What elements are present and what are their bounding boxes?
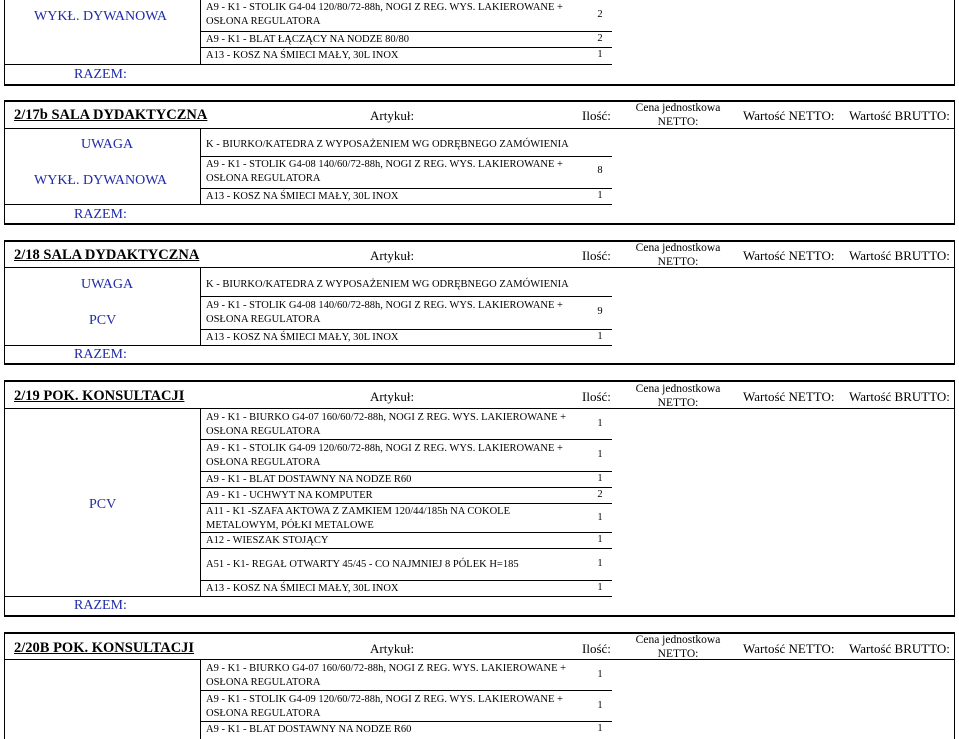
header-cena-line1: Cena jednostkowa (635, 383, 721, 395)
header-ilosc: Ilość: (582, 389, 611, 404)
header-artykul: Artykuł: (370, 248, 415, 263)
item-name: A51 - K1- REGAŁ OTWARTY 45/45 - CO NAJMNIEJ 8 PÓLEK H=185 (206, 559, 519, 570)
item-name-line2: OSŁONA REGULATORA (206, 457, 321, 468)
header-wartosc-brutto: Wartość BRUTTO: (849, 641, 950, 656)
item-name: A13 - KOSZ NA ŚMIECI MAŁY, 30L INOX (206, 583, 399, 594)
item-qty: 2 (597, 33, 603, 44)
header-cena (630, 101, 726, 129)
item-name: A13 - KOSZ NA ŚMIECI MAŁY, 30L INOX (206, 50, 399, 61)
item-name: A13 - KOSZ NA ŚMIECI MAŁY, 30L INOX (206, 191, 399, 202)
item-name: A9 - K1 - STOLIK G4-08 140/60/72-88h, NOGI Z REG. WYS. LAKIEROWANE + (206, 159, 563, 170)
item-qty: 1 (597, 512, 603, 523)
item-name: A9 - K1 - BIURKO G4-07 160/60/72-88h, NOGI Z REG. WYS. LAKIEROWANE + (206, 412, 567, 423)
item-name: A9 - K1 - BLAT DOSTAWNY NA NODZE R60 (206, 474, 412, 485)
header-wartosc-brutto: Wartość BRUTTO: (849, 389, 950, 404)
item-name-line2: OSŁONA REGULATORA (206, 16, 321, 27)
section-title: 2/17b SALA DYDAKTYCZNA (14, 107, 208, 123)
item-name: A9 - K1 - BLAT ŁĄCZĄCY NA NODZE 80/80 (206, 34, 409, 45)
item-qty: 1 (597, 449, 603, 460)
item-name-line2: OSŁONA REGULATORA (206, 314, 321, 325)
section-title: 2/19 POK. KONSULTACJI (14, 388, 185, 404)
item-qty: 1 (597, 331, 603, 342)
note-text: K - BIURKO/KATEDRA Z WYPOSAŻENIEM WG ODRĘBNEGO ZAMÓWIENIA (206, 139, 569, 150)
header-artykul: Artykuł: (370, 641, 415, 656)
item-qty: 1 (597, 669, 603, 680)
header-wartosc-netto: Wartość NETTO: (743, 248, 835, 263)
header-cena-line2: NETTO: (657, 116, 699, 128)
item-name: A9 - K1 - STOLIK G4-09 120/60/72-88h, NOGI Z REG. WYS. LAKIEROWANE + (206, 694, 563, 705)
header-ilosc: Ilość: (582, 248, 611, 263)
uwaga-label: UWAGA (81, 137, 134, 152)
razem-label: RAZEM: (74, 207, 127, 222)
razem-label: RAZEM: (74, 598, 127, 613)
header-cena-line2: NETTO: (657, 648, 699, 660)
item-name: A9 - K1 - STOLIK G4-04 120/80/72-88h, NOGI Z REG. WYS. LAKIEROWANE + (206, 2, 563, 13)
header-cena (630, 633, 726, 661)
item-name: A11 - K1 -SZAFA AKTOWA Z ZAMKIEM 120/44/185h NA COKOLE (206, 506, 511, 517)
item-qty: 1 (597, 190, 603, 201)
item-name-line2: OSŁONA REGULATORA (206, 426, 321, 437)
item-qty: 2 (597, 9, 603, 20)
header-wartosc-brutto: Wartość BRUTTO: (849, 248, 950, 263)
item-name: A9 - K1 - STOLIK G4-09 120/60/72-88h, NOGI Z REG. WYS. LAKIEROWANE + (206, 443, 563, 454)
header-cena-line2: NETTO: (657, 397, 699, 409)
item-qty: 1 (597, 418, 603, 429)
room-category-label: WYKŁ. DYWANOWA (34, 9, 167, 24)
header-cena-line1: Cena jednostkowa (635, 102, 721, 114)
item-qty: 1 (597, 49, 603, 60)
item-name: A9 - K1 - STOLIK G4-08 140/60/72-88h, NOGI Z REG. WYS. LAKIEROWANE + (206, 300, 563, 311)
item-qty: 8 (597, 165, 603, 176)
header-cena-line2: NETTO: (657, 256, 699, 268)
section-title: 2/18 SALA DYDAKTYCZNA (14, 247, 200, 263)
header-ilosc: Ilość: (582, 641, 611, 656)
room-category-label: WYKŁ. DYWANOWA (34, 173, 167, 188)
item-qty: 1 (597, 558, 603, 569)
uwaga-label: UWAGA (81, 277, 134, 292)
header-cena-line1: Cena jednostkowa (635, 634, 721, 646)
header-wartosc-netto: Wartość NETTO: (743, 641, 835, 656)
item-name-line2: OSŁONA REGULATORA (206, 173, 321, 184)
header-artykul: Artykuł: (370, 108, 415, 123)
item-qty: 1 (597, 723, 603, 734)
room-category-label: PCV (89, 497, 117, 512)
item-qty: 1 (597, 700, 603, 711)
header-wartosc-netto: Wartość NETTO: (743, 389, 835, 404)
item-qty: 1 (597, 534, 603, 545)
item-name-line2: METALOWYM, PÓŁKI METALOWE (206, 520, 374, 531)
header-wartosc-brutto: Wartość BRUTTO: (849, 108, 950, 123)
note-text: K - BIURKO/KATEDRA Z WYPOSAŻENIEM WG ODRĘBNEGO ZAMÓWIENIA (206, 279, 569, 290)
item-name: A12 - WIESZAK STOJĄCY (206, 535, 329, 546)
item-qty: 2 (597, 489, 603, 500)
item-name: A9 - K1 - BIURKO G4-07 160/60/72-88h, NOGI Z REG. WYS. LAKIEROWANE + (206, 663, 567, 674)
section-title: 2/20B POK. KONSULTACJI (14, 640, 195, 656)
item-name: A9 - K1 - BLAT DOSTAWNY NA NODZE R60 (206, 724, 412, 735)
item-name-line2: OSŁONA REGULATORA (206, 708, 321, 719)
header-artykul: Artykuł: (370, 389, 415, 404)
header-ilosc: Ilość: (582, 108, 611, 123)
item-name: A9 - K1 - UCHWYT NA KOMPUTER (206, 490, 373, 501)
razem-label: RAZEM: (74, 67, 127, 82)
item-qty: 1 (597, 582, 603, 593)
item-qty: 1 (597, 473, 603, 484)
razem-label: RAZEM: (74, 347, 127, 362)
item-name: A13 - KOSZ NA ŚMIECI MAŁY, 30L INOX (206, 332, 399, 343)
room-category-label: PCV (89, 313, 117, 328)
item-qty: 9 (597, 306, 603, 317)
header-cena-line1: Cena jednostkowa (635, 242, 721, 254)
header-wartosc-netto: Wartość NETTO: (743, 108, 835, 123)
header-cena (630, 241, 726, 269)
item-name-line2: OSŁONA REGULATORA (206, 677, 321, 688)
header-cena (630, 382, 726, 410)
